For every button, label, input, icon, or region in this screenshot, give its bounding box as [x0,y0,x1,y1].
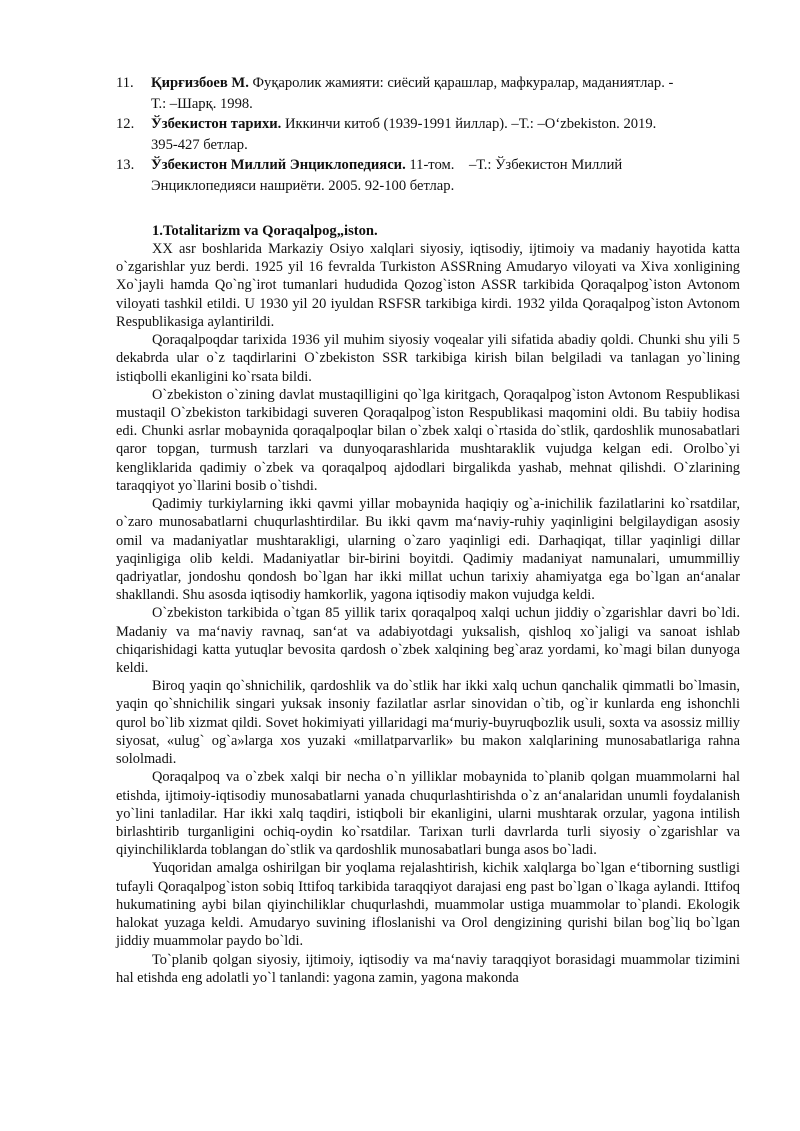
reference-author: Ўзбекистон тарихи. [151,116,282,132]
reference-author: Ўзбекистон Миллий Энциклопедияси. [151,157,406,173]
reference-text: Иккинчи китоб (1939-1991 йиллар). –Т.: –O‘zbekiston. 2019. [281,116,657,132]
paragraph: XX asr boshlarida Markaziy Osiyo xalqlari siyosiy, iqtisodiy, ijtimoiy va madaniy hayotida katta o`zgarishlar yuz berdi. 1925 yil 16 fevralda Turkiston ASSRning Amudaryo viloyati va Xiva xonligining Xo`jayli hamda Qo`ng`irot tumanlari hududida Qozog`iston ASSR tarkibida Qoraqalpog`iston Avtonom viloyati tashkil etildi. U 1930 yil 20 iyuldan RSFSR tarkibiga kirdi. 1932 yilda Qoraqalpog`iston Avtonom Respublikasiga aylantirildi. [116,241,740,330]
reference-item [116,114,736,155]
paragraph: Qoraqalpoq va o`zbek xalqi bir necha o`n yilliklar mobaynida to`planib qolgan muammolarni hal etishda, ijtimoiy-iqtisodiy munosabatlarni yanada chuqurlashtirishda o`z an‘analaridan unumli foydalanish yo`lini tanladilar. Har ikki xalq taqdiri, istiqboli bir ekanligini, ularni mushtarak orzular, yagona intilish birlashtirib turganligini ochiq-oydin ko`rsatdilar. Tarixan turli davrlarda turli siyosiy o`zgarishlar va qiyinchiliklarda toblangan do`stlik va qardoshlik munosabatlari bunga asos bo`ladi. [116,769,740,859]
reference-item [116,155,736,196]
reference-line-continued: 395-427 бетлар. [151,136,248,153]
reference-line-continued: Т.: –Шарқ. 1998. [151,95,253,112]
paragraph: Qadimiy turkiylarning ikki qavmi yillar mobaynida haqiqiy og`a-inichilik fazilatlarini ko`rsatdilar, o`zaro munosabatlarni chuqurlashtirdilar. Bu ikki qavm ma‘naviy-ruhiy yaqinligini belgilaydigan asosiy omil va madaniyatlar mushtarakligi, ularning o`zaro yaqinligi edi. Darhaqiqat, tillar yaqinligi dillar yaqinligiga olib keldi. Madaniyatlar bir-birini boyitdi. Qadimiy madaniyat namunalari, umummilliy qadriyatlar, jondoshu qondosh bo`lgan har ikki millat uchun tarixiy ahamiyatga ega bo`lgan an‘analar shakllandi. Shu asosda iqtisodiy hamkorlik, yagona iqtisodiy makon vujudga keldi. [116,496,740,604]
paragraph: O`zbekiston tarkibida o`tgan 85 yillik tarix qoraqalpoq xalqi uchun jiddiy o`zgarishlar davri bo`ldi. Madaniy va ma‘naviy ravnaq, san‘at va adabiyotdagi yuksalish, qishloq xo`jaligi va sanoat ishlab chiqarishidagi katta yutuqlar bevosita qardosh o`zbek xalqining beg`araz yordami, ko`magi bilan dunyoga keldi. [116,605,740,677]
reference-item [116,73,736,114]
reference-author: Қирғизбоев М. [151,75,249,91]
paragraph: Qoraqalpoqdar tarixida 1936 yil muhim siyosiy voqealar yili sifatida abadiy qoldi. Chunki shu yili 5 dekabrda ular o`z taqdirlarini O`zbekiston SSR tarkibiga kirish bilan belgiladi va tanlagan yo`lining istiqbolli ekanligini ko`rsata bildi. [116,332,740,385]
reference-text: 11-том. –Т.: Ўзбекистон Миллий [405,157,623,173]
paragraph: Yuqoridan amalga oshirilgan bir yoqlama rejalashtirish, kichik xalqlarga bo`lgan e‘tiborning sustligi tufayli Qoraqalpog`iston sobiq Ittifoq tarkibida taraqqiyot darajasi eng past bo`lgan o`lkaga aylandi. Ittifoq hukumatining aybi bilan qiyinchiliklar chuqurlashdi, muammolar ustiga muammolar to`plandi. Ekologik halokat yuzaga keldi. Amudaryo suvining ifloslanishi va Orol dengizining qurishi bilan bog`liq bo`lgan jiddiy muammolar paydo bo`ldi. [116,860,740,950]
reference-number: 13. [116,157,135,173]
paragraph: Biroq yaqin qo`shnichilik, qardoshlik va do`stlik har ikki xalq uchun qanchalik qimmatli bo`lmasin, yaqin qo`shnichilik singari yuksak insoniy fazilatlar asrlar sinovidan o`tib, og`ir kunlarda eng ishonchli qurol bo`lib xizmat qildi. Sovet hokimiyati yillaridagi ma‘muriy-buyruqbozlik usuli, soxta va asossiz milliy siyosat, «ulug` og`a»larga xos yuzaki «millatparvarlik» bu makon xalqlarining munosabatlariga rahna sololmadi. [116,678,740,768]
paragraph: O`zbekiston o`zining davlat mustaqilligini qo`lga kiritgach, Qoraqalpog`iston Avtonom Respublikasi mustaqil O`zbekiston tarkibidagi suveren Qoraqalpog`iston Respublikasi maqomini oldi. Bu tabiiy hodisa edi. Chunki asrlar mobaynida qoraqalpoqlar bilan o`zbek xalqi o`rtasida do`stlik, qardoshlik munosabatlari qaror topgan, turmush tarzlari va dunyoqarashlarida mushtaraklik vujudga kelgan edi. Orolbo`yi kengliklarida qadimiy o`zbek va qoraqalpoq ajdodlari birgalikda yashab, mehnat qilishdi. O`zlarining taraqqiyot yo`llarini bosib o`tishdi. [116,386,740,494]
section-title: 1.Totalitarizm va Qoraqalpog„iston. [152,223,378,239]
reference-line [151,155,736,176]
reference-line [151,114,736,135]
reference-line-continued: Энциклопедияси нашриёти. 2005. 92-100 бетлар. [151,177,455,194]
reference-line [151,73,736,94]
reference-text: Фуқаролик жамияти: сиёсий қарашлар, мафкуралар, маданиятлар. - [248,75,674,91]
body-text [116,240,740,987]
paragraph: To`planib qolgan siyosiy, ijtimoiy, iqtisodiy va ma‘naviy taraqqiyot borasidagi muammolar tizimini hal etishda eng adolatli yo`l tanlandi: yagona zamin, yagona makonda [116,951,740,986]
reference-number: 11. [116,75,134,91]
reference-list [116,73,736,196]
reference-number: 12. [116,116,135,132]
